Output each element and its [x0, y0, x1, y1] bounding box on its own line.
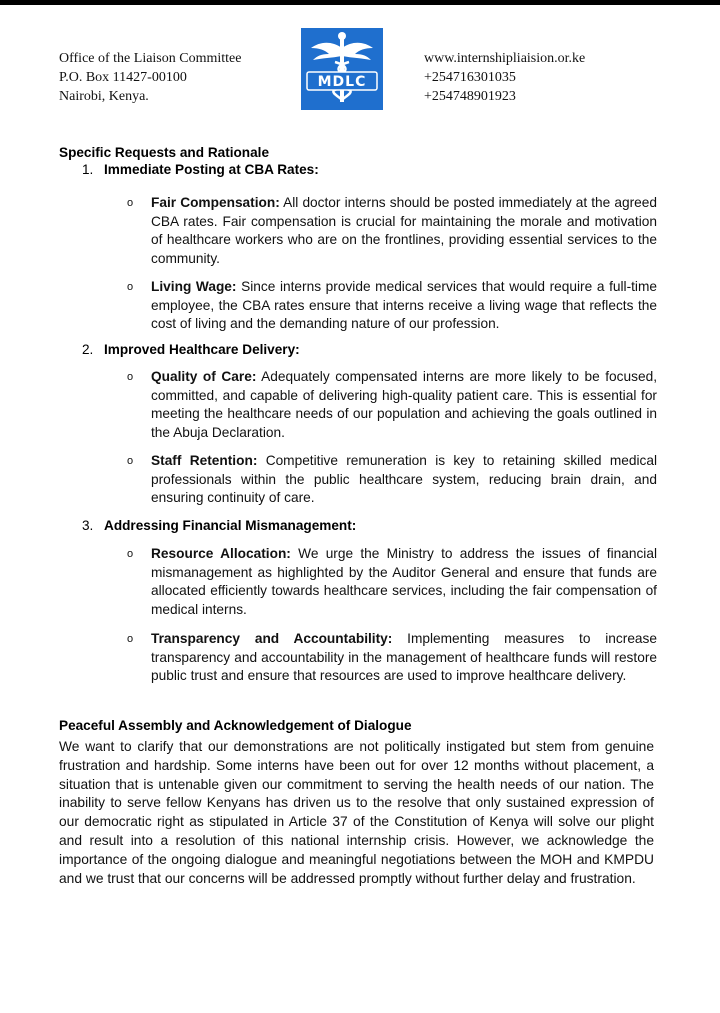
mdlc-logo — [301, 28, 383, 110]
bullet-text: All doctor interns should be posted immediately at the agreed CBA rates. Fair compensation is crucial for maintaining the morale and motivation of healthcare workers who are on the frontlines, providing essential services to the community. — [151, 195, 657, 266]
bullet-item — [127, 368, 657, 442]
item-title: Addressing Financial Mismanagement: — [104, 518, 357, 533]
bullet-label: Staff Retention: — [151, 453, 258, 468]
document-page — [0, 5, 720, 1013]
address-line: Office of the Liaison Committee — [59, 51, 242, 66]
bullet-marker: o — [127, 281, 134, 293]
item-number: 2. — [82, 342, 94, 357]
address-line: P.O. Box 11427-00100 — [59, 70, 187, 85]
bullet-text: Adequately compensated interns are more likely to be focused, committed, and capable of delivering high-quality patient care. This is essential for meeting the healthcare needs of our population and achieving the goals outlined in the Abuja Declaration. — [151, 369, 657, 440]
bullet-item — [127, 194, 657, 268]
bullet-label: Quality of Care: — [151, 369, 257, 384]
bullet-marker: o — [127, 371, 134, 383]
bullet-text: Since interns provide medical services that would require a full-time employee, the CBA rates ensure that interns receive a living wage that reflects the cost of living and the demanding nature of our profession. — [151, 279, 657, 332]
bullet-item — [127, 545, 657, 619]
logo-text: MDLC — [317, 74, 367, 90]
address-line: Nairobi, Kenya. — [59, 89, 149, 104]
item-number: 1. — [82, 162, 94, 177]
bullet-item — [127, 630, 657, 686]
body-paragraph: We want to clarify that our demonstrations are not politically instigated but stem from genuine frustration and hardship. Some interns have been out for over 12 months without placement, a situation that is untenable given our commitment to serving the health needs of our nation. The inability to serve fellow Kenyans has driven us to the resolve that only sustained expression of our democratic right as stipulated in Article 37 of the Constitution of Kenya will solve our plight and result into a resolution of this national internship crisis. However, we acknowledge the importance of the ongoing dialogue and meaningful negotiations between the MOH and KMPDU and we trust that our concerns will be addressed promptly without further delay and frustration. — [59, 739, 654, 886]
bullet-label: Fair Compensation: — [151, 195, 280, 210]
item-title: Immediate Posting at CBA Rates: — [104, 162, 319, 177]
caduceus-icon — [301, 28, 383, 110]
item-number: 3. — [82, 518, 94, 533]
bullet-item — [127, 278, 657, 334]
numbered-item-heading — [82, 162, 319, 177]
bullet-label: Transparency and Accountability: — [151, 631, 393, 646]
letterhead-contacts — [424, 49, 585, 106]
bullet-text: Competitive remuneration is key to retaining skilled medical professionals within the public healthcare system, reducing brain drain, and ensuring continuity of care. — [151, 453, 657, 506]
phone-number: +254716301035 — [424, 70, 516, 85]
bullet-marker: o — [127, 633, 134, 645]
bullet-marker: o — [127, 197, 134, 209]
section-heading: Specific Requests and Rationale — [59, 145, 270, 160]
numbered-item-heading — [82, 342, 300, 357]
numbered-item-heading — [82, 518, 356, 533]
bullet-text: Implementing measures to increase transparency and accountability in the management of healthcare funds will restore public trust and ensure that resources are used to improve healthcare delivery. — [151, 631, 657, 684]
section-heading: Peaceful Assembly and Acknowledgement of Dialogue — [59, 718, 412, 733]
bullet-marker: o — [127, 455, 134, 467]
website-link: www.internshipliaision.or.ke — [424, 51, 586, 66]
bullet-item — [127, 452, 657, 508]
bullet-marker: o — [127, 548, 134, 560]
item-title: Improved Healthcare Delivery: — [104, 342, 300, 357]
bullet-label: Living Wage: — [151, 279, 237, 294]
bullet-text: We urge the Ministry to address the issues of financial mismanagement as highlighted by the Auditor General and ensure that funds are allocated efficiently towards healthcare services, including the fair compensation of medical interns. — [151, 546, 657, 617]
phone-number: +254748901923 — [424, 89, 516, 104]
bullet-label: Resource Allocation: — [151, 546, 291, 561]
letterhead-address — [59, 49, 241, 106]
